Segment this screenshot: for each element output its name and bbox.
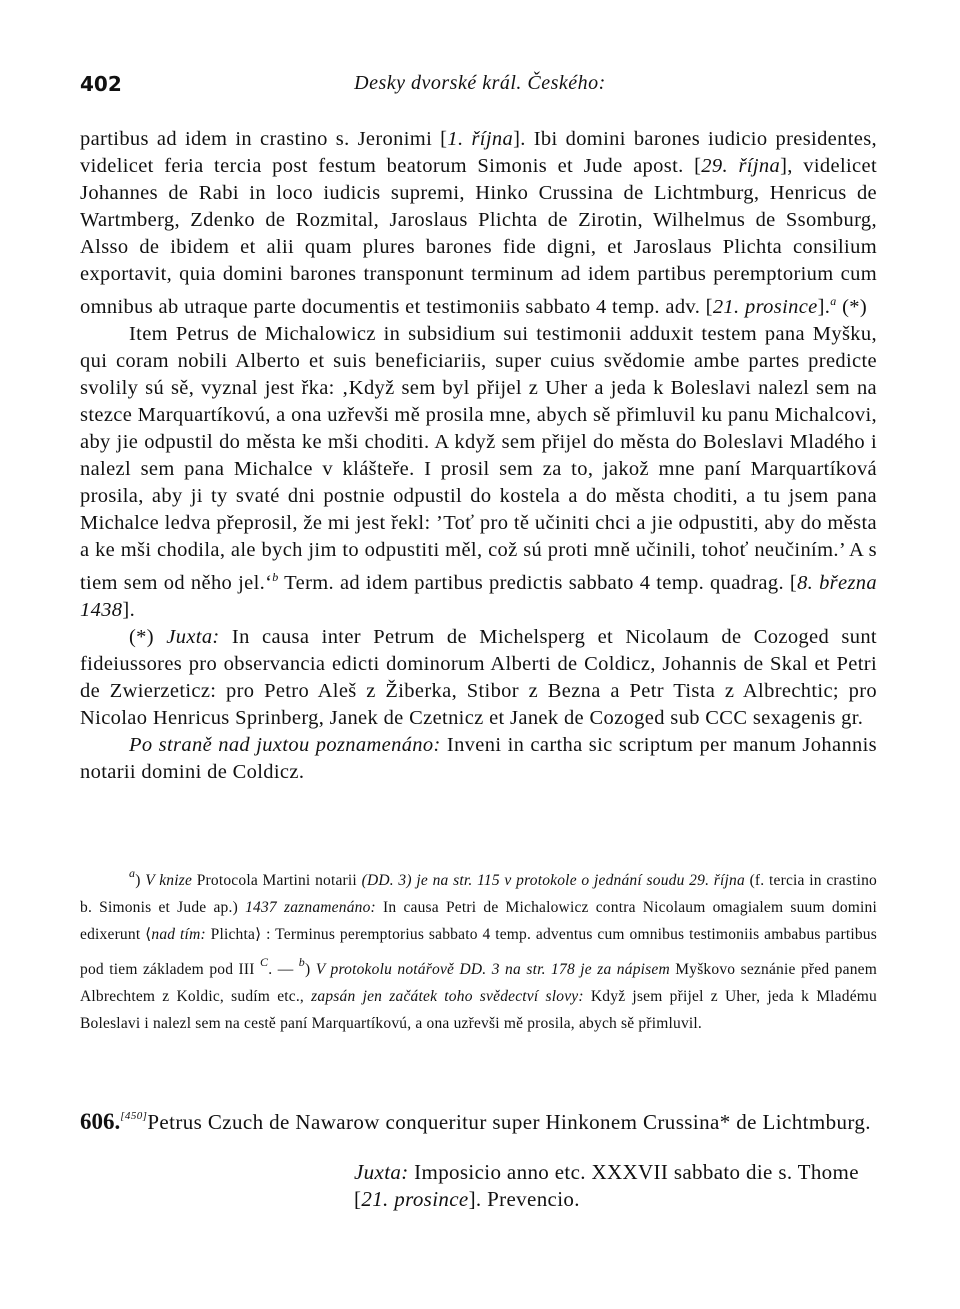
- entry-number: 606.: [80, 1109, 121, 1134]
- entry-heading: [80, 1103, 877, 1136]
- entry-reference: [450]: [120, 1110, 148, 1122]
- footnote-a: $^a$) V knize Protocola Martini notarii (DD. 3) je na str. 115 v protokole o jednání soudu 29. října (f. tercia in crastino b. Simonis et Jude ap.) 1437 zaznamenáno: In causa Petri de Michalowicz contra Nicolaum omagialem suum domini edixerunt ⟨nad tím: Plichta⟩ : Terminus peremptorius sabbato 4 temp. adventus cum omnibus testimoniis ambabus partibus pod tiem základem pod III $^C$. — $^b$) V protokolu notářově DD. 3 na str. 178 je za nápisem Myškovo seznánie před panem Albrechtem z Koldic, sudím etc., zapsán jen začátek toho svědectví slovy: Když jsem přijel z Uher, jeda k Mladému Boleslavi i nalezl sem na cestě paní Marquartíkovú, a ona uzřevši mě prosila, abych sě přimluvil.: [80, 866, 878, 1033]
- entry-juxta: Juxta: Imposicio anno etc. XXXVII sabbato die s. Thome [21. prosince]. Prevencio.: [354, 1160, 859, 1211]
- paragraph-4: Po straně nad juxtou poznamenáno: Inveni in cartha sic scriptum per manum Johannis notarii domini de Coldicz.: [80, 734, 877, 783]
- running-title: Desky dvorské král. Českého:: [354, 72, 606, 94]
- entry-text: Petrus Czuch de Nawarow conqueritur super Hinkonem Crussina* de Lichtmburg.: [147, 1110, 871, 1134]
- footnote-b-marker: b: [298, 954, 305, 969]
- footnote-ref-b: b: [272, 570, 279, 584]
- page-header: [80, 72, 880, 108]
- footnotes: [80, 860, 877, 1037]
- paragraph-3: (*) Juxta: In causa inter Petrum de Michelsperg et Nicolaum de Cozoged sunt fideiussores pro observancia edicti dominorum Alberti de Coldicz, Johannis de Skal et Petri de Zwierzeticz: pro Petro Aleš z Žiberka, Stibor z Bezna a Petr Tista z Albrechtic; pro Nicolao Henricus Sprinberg, Janek de Czetnicz et Janek de Cozoged sub CCC sexagenis gr.: [80, 626, 877, 729]
- entry-606: [80, 1103, 877, 1211]
- paragraph-1: partibus ad idem in crastino s. Jeronimi [1. října]. Ibi domini barones iudicio presidentes, videlicet feria tercia post festum beatorum Simonis et Jude apost. [29. října], videlicet Johannes de Rabi in loco iudicis supremi, Hinko Crussina de Lichtmburg, Henricus de Wartmberg, Zdenko de Rozmital, Jaroslaus Plichta de Zirotin, Wilhelmus de Ssomburg, Alsso de ibidem et alii quam plures barones fide digni, et Jaroslaus Plichta consilium exportavit, quia domini barones transponunt terminum ad idem partibus peremptorium cum omnibus ab utraque parte documentis et testimoniis sabbato 4 temp. adv. [21. prosince].$^a$ (*): [80, 128, 878, 318]
- footnote-ref-a: a: [830, 294, 837, 308]
- page-number: 402: [80, 72, 122, 96]
- paragraph-2: Item Petrus de Michalowicz in subsidium sui testimonii adduxit testem pana Myšku, qui coram nobili Alberto et suis beneficiariis, super cuius svědomie ambe partes predicte svolily sú sě, vyznal jest řka: ‚Když sem byl přijel z Uher a jeda k Boleslavi nalezl sem na stezce Marquartíkovú, a ona uzřevši mě prosila mne, abych sě přimluvil ku panu Michalcovi, aby jie odpustil do města ke mši choditi. A když sem přijel do města do Boleslavi Mladého i nalezl sem pana Michalce v klášteře. I prosil sem za to, jakož mne paní Marquartíková prosila, aby ji ty svaté dni postnie odpustil do kostela a do města choditi, a tu jsem pana Michalce ledva přeprosil, že mi jest řekl: ’Toť pro tě učiniti chci a jie odpustiti, aby do města a ke mši chodila, ale bych jim to odpustiti měl, což sú proti mně učinili, tohoť neučiním.’ A s tiem sem od něho jel.‘$^b$ Term. ad idem partibus predictis sabbato 4 temp. quadrag. [8. března 1438].: [80, 323, 877, 621]
- main-text: [80, 126, 877, 786]
